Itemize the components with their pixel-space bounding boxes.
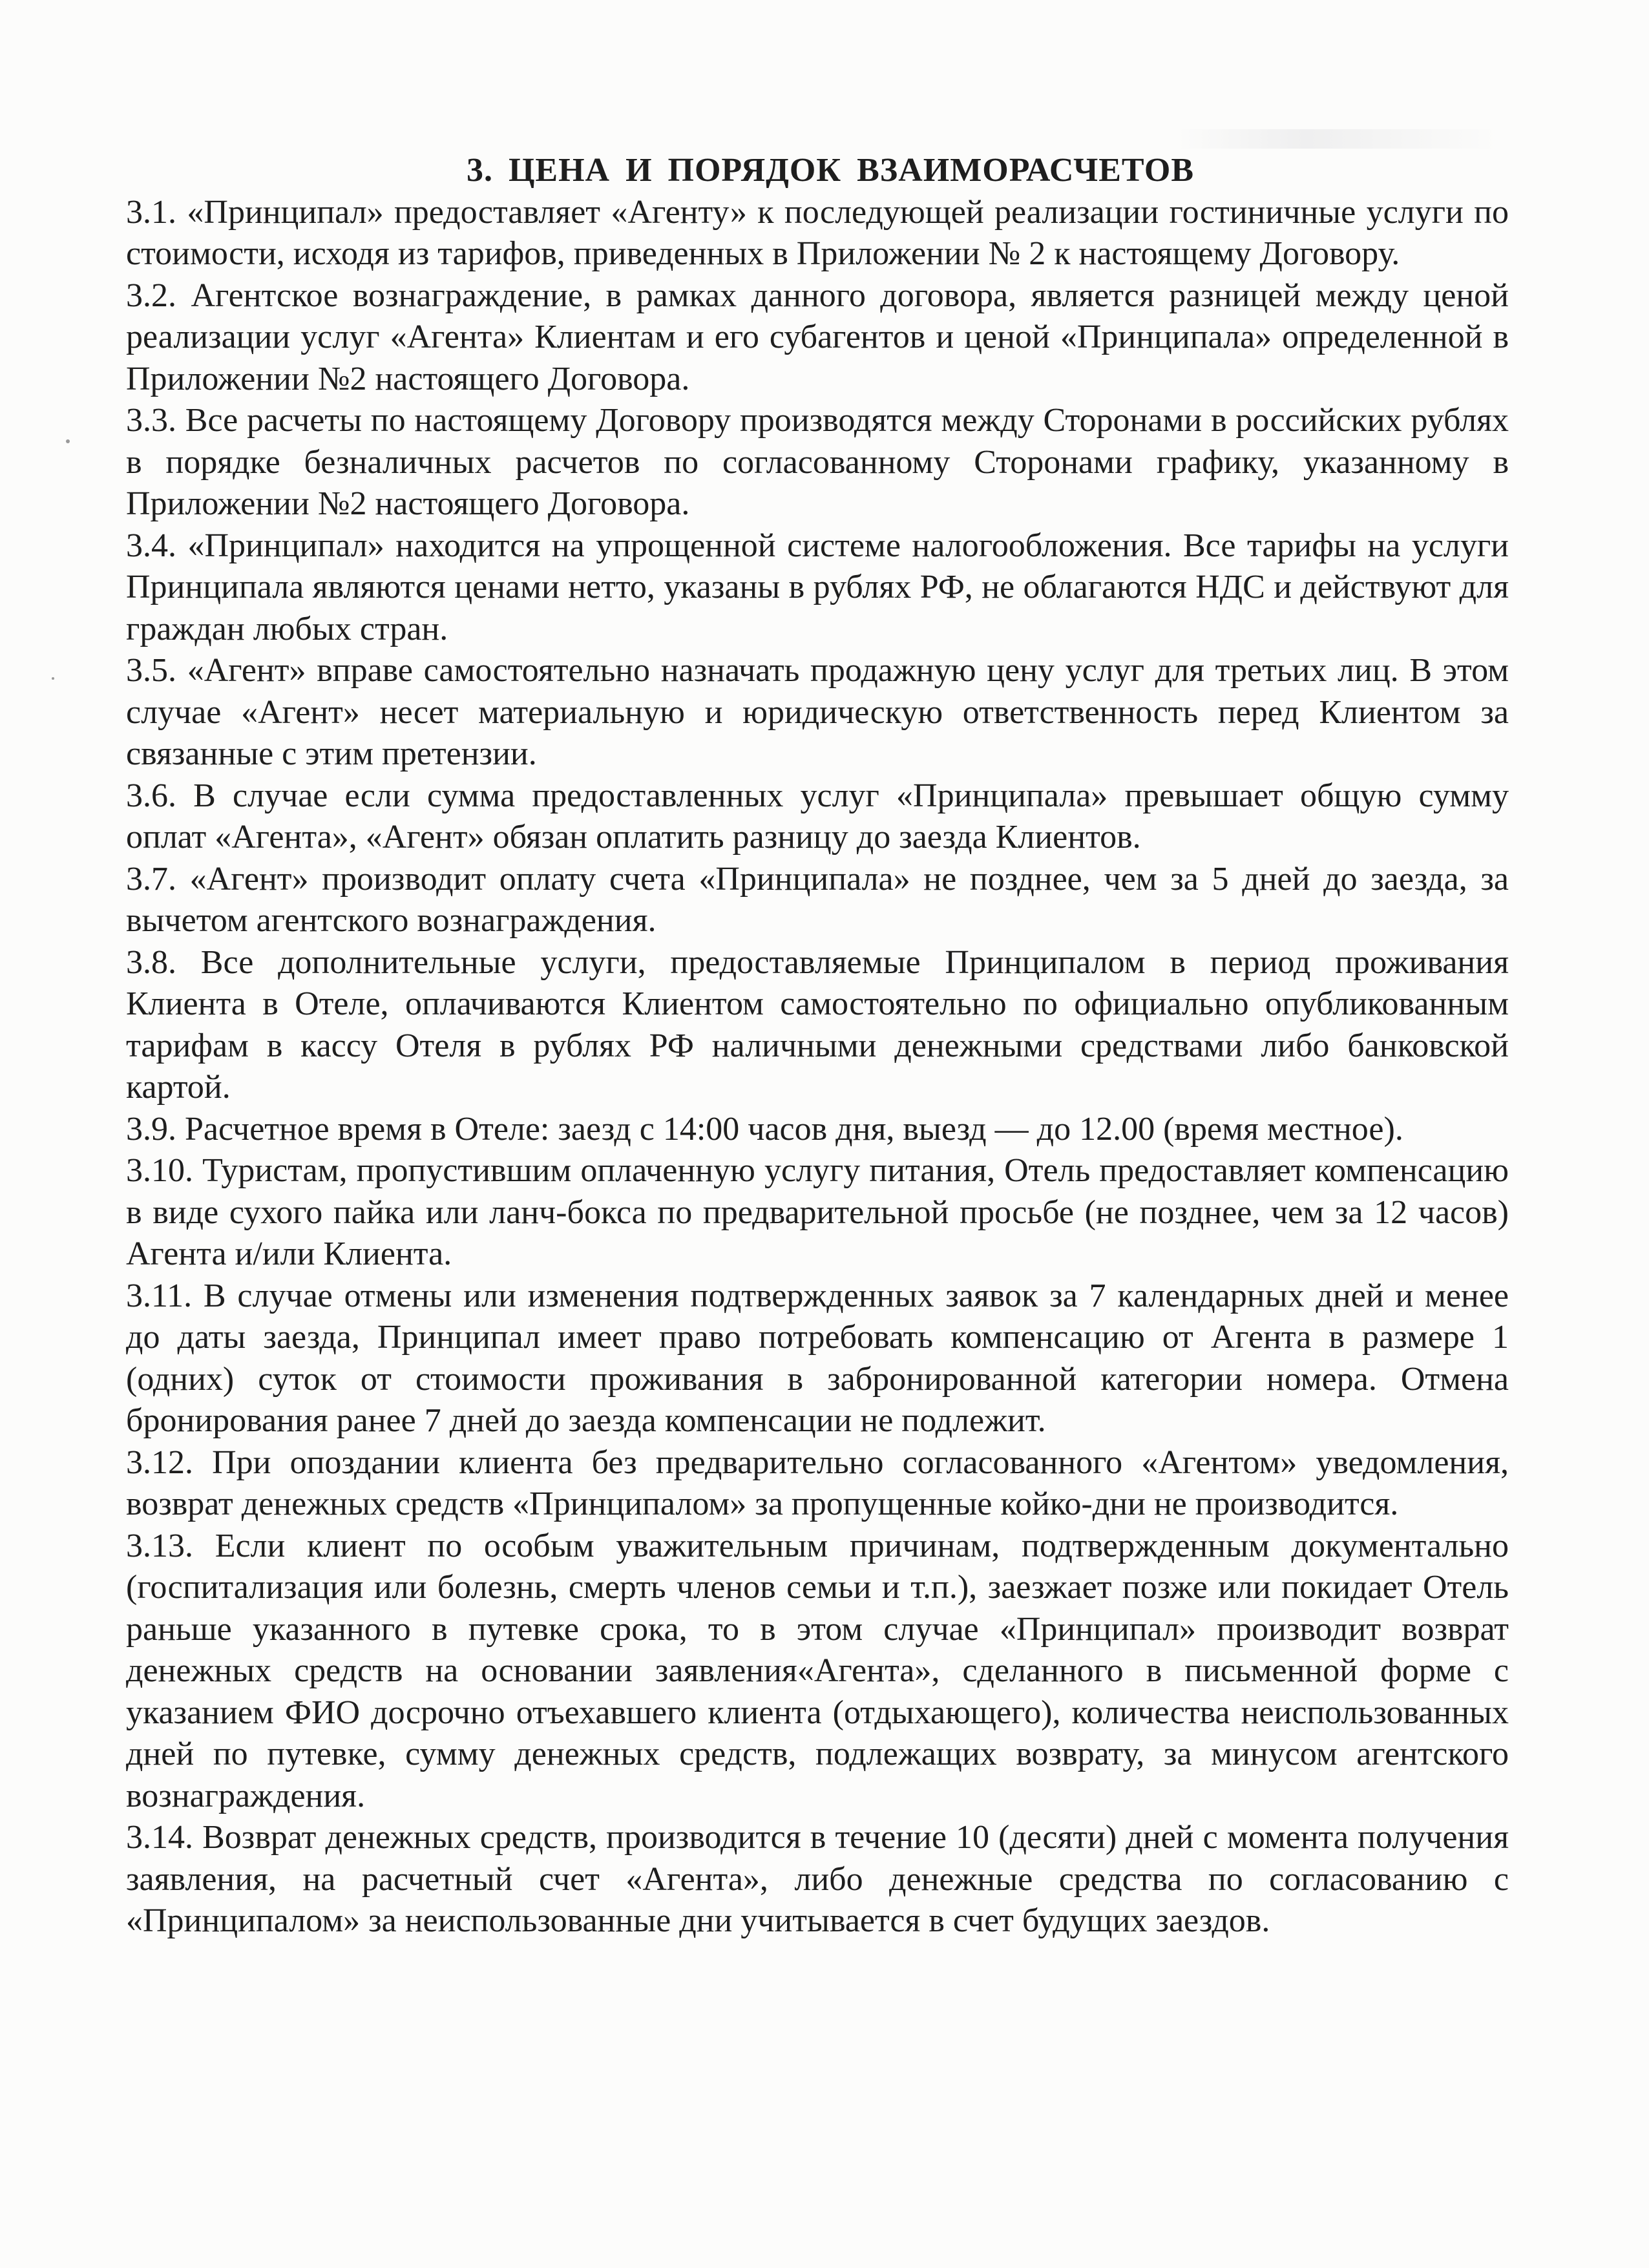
clause-3-1: 3.1. «Принципал» предоставляет «Агенту» к последующей реализации гостиничные услуги по стоимости, исходя из тарифов, приведенных в Приложении № 2 к настоящему Договору. — [126, 193, 1509, 272]
scan-speck — [66, 439, 70, 443]
clause-3-2: 3.2. Агентское вознаграждение, в рамках данного договора, является разницей между ценой реализации услуг «Агента» Клиентам и его субагентов и ценой «Принципала» определенной в Приложении №2 настоящего Договора. — [126, 277, 1509, 397]
clause-3-9: 3.9. Расчетное время в Отеле: заезд с 14:00 часов дня, выезд — до 12.00 (время местное). — [126, 1110, 1403, 1148]
clause-3-8: 3.8. Все дополнительные услуги, предоставляемые Принципалом в период проживания Клиента в Отеле, оплачиваются Клиентом самостоятельно по официально опубликованным тарифам в кассу Отеля в рублях РФ наличными денежными средствами либо банковской картой. — [126, 943, 1509, 1106]
clause-3-3: 3.3. Все расчеты по настоящему Договору производятся между Сторонами в российских рублях в порядке безналичных расчетов по согласованному Сторонами графику, указанному в Приложении №2 настоящего Договора. — [126, 402, 1509, 522]
clause-3-11: 3.11. В случае отмены или изменения подтвержденных заявок за 7 календарных дней и менее до даты заезда, Принципал имеет право потребовать компенсацию от Агента в размере 1 (одних) суток от стоимости проживания в забронированной категории номера. Отмена бронирования ранее 7 дней до заезда компенсации не подлежит. — [126, 1277, 1509, 1439]
document-body — [126, 150, 1509, 1942]
clause-3-5: 3.5. «Агент» вправе самостоятельно назначать продажную цену услуг для третьих лиц. В этом случае «Агент» несет материальную и юридическую ответственность перед Клиентом за связанные с этим претензии. — [126, 652, 1509, 772]
scan-speck — [52, 677, 54, 680]
scan-artifact — [1176, 129, 1499, 149]
clause-3-4: 3.4. «Принципал» находится на упрощенной системе налогообложения. Все тарифы на услуги Принципала являются ценами нетто, указаны в рублях РФ, не облагаются НДС и действуют для граждан любых стран. — [126, 527, 1509, 647]
section-title: 3. ЦЕНА И ПОРЯДОК ВЗАИМОРАСЧЕТОВ — [466, 152, 1195, 189]
clause-3-6: 3.6. В случае если сумма предоставленных услуг «Принципала» превышает общую сумму оплат «Агента», «Агент» обязан оплатить разницу до заезда Клиентов. — [126, 777, 1509, 856]
clause-3-14: 3.14. Возврат денежных средств, производится в течение 10 (десяти) дней с момента получения заявления, на расчетный счет «Агента», либо денежные средства по согласованию с «Принципалом» за неиспользованные дни учитывается в счет будущих заездов. — [126, 1819, 1509, 1939]
clause-3-13: 3.13. Если клиент по особым уважительным причинам, подтвержденным документально (госпитализация или болезнь, смерть членов семьи и т.п.), заезжает позже или покидает Отель раньше указанного в путевке срока, то в этом случае «Принципал» производит возврат денежных средств на основании заявления«Агента», сделанного в письменной форме с указанием ФИО досрочно отъехавшего клиента (отдыхающего), количества неиспользованных дней по путевке, сумму денежных средств, подлежащих возврату, за минусом агентского вознаграждения. — [126, 1527, 1509, 1814]
clause-3-7: 3.7. «Агент» производит оплату счета «Принципала» не позднее, чем за 5 дней до заезда, за вычетом агентского вознаграждения. — [126, 860, 1509, 939]
clause-3-10: 3.10. Туристам, пропустившим оплаченную услугу питания, Отель предоставляет компенсацию в виде сухого пайка или ланч-бокса по предварительной просьбе (не позднее, чем за 12 часов) Агента и/или Клиента. — [126, 1152, 1509, 1272]
clause-3-12: 3.12. При опоздании клиента без предварительно согласованного «Агентом» уведомления, возврат денежных средств «Принципалом» за пропущенные койко-дни не производится. — [126, 1444, 1509, 1522]
